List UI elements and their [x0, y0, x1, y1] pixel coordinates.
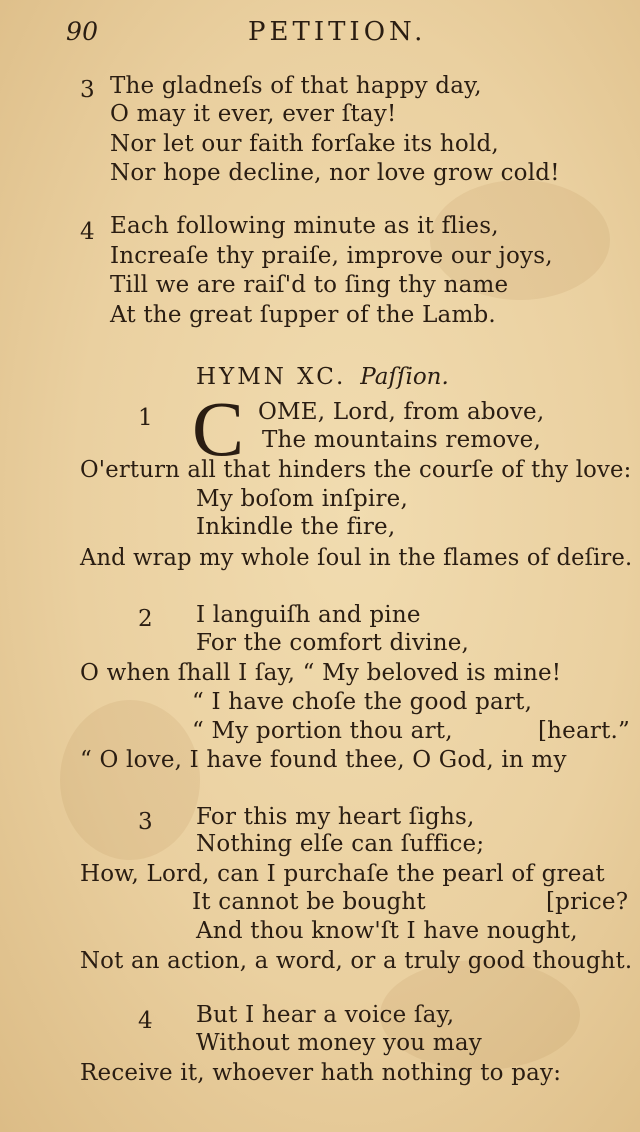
turnover-word: [price?	[546, 889, 629, 915]
verse-line: Inkindle the fire,	[196, 514, 396, 540]
turnover-word: [heart.”	[538, 718, 631, 744]
verse-number: 3	[138, 809, 153, 835]
verse-line: My boſom inſpire,	[196, 486, 408, 512]
verse-line: Nor let our faith forſake its hold,	[110, 131, 499, 157]
verse-line: And thou know'ſt I have nought,	[196, 918, 578, 944]
verse-line: How, Lord, can I purchaſe the pearl of great	[80, 861, 605, 887]
verse-line: Receive it, whoever hath nothing to pay:	[80, 1060, 562, 1086]
verse-line: Nothing elſe can ſuffice;	[196, 831, 485, 857]
verse-line: Till we are raiſ'd to ſing thy name	[110, 272, 509, 298]
verse-line: But I hear a voice ſay,	[196, 1002, 455, 1028]
hymn-title-text: HYMN XC.	[196, 364, 347, 390]
verse-line: “ O love, I have found thee, O God, in my	[80, 747, 567, 773]
verse-line: “ I have choſe the good part,	[192, 689, 533, 715]
hymn-subtitle: Paſſion.	[360, 364, 449, 390]
verse-line: Without money you may	[196, 1030, 482, 1056]
verse-line: I languiſh and pine	[196, 602, 421, 628]
drop-cap: C	[192, 385, 245, 472]
verse-number: 1	[138, 405, 153, 431]
verse-line: Not an action, a word, or a truly good thought.	[80, 948, 633, 974]
stanza-number: 3	[80, 77, 95, 103]
verse-line: And wrap my whole ſoul in the flames of deſire.	[80, 545, 633, 571]
verse-line: The gladneſs of that happy day,	[110, 73, 482, 99]
verse-line: Nor hope decline, nor love grow cold!	[110, 160, 560, 186]
verse-line: O when ſhall I ſay, “ My beloved is mine!	[80, 660, 562, 686]
running-head: PETITION.	[248, 17, 427, 47]
verse-number: 2	[138, 606, 153, 632]
paper-stain	[60, 700, 200, 860]
verse-number: 4	[138, 1008, 153, 1034]
verse-line: The mountains remove,	[262, 427, 541, 453]
verse-line: O'erturn all that hinders the courſe of thy love:	[80, 457, 632, 483]
verse-line: Increaſe thy praiſe, improve our joys,	[110, 243, 553, 269]
verse-line: O may it ever, ever ſtay!	[110, 101, 397, 127]
verse-line: Each following minute as it flies,	[110, 213, 499, 239]
verse-line: OME, Lord, from above,	[258, 399, 545, 425]
verse-line: For this my heart ſighs,	[196, 804, 475, 830]
verse-line: For the comfort divine,	[196, 630, 470, 656]
verse-line: At the great ſupper of the Lamb.	[110, 302, 496, 328]
verse-line: “ My portion thou art,	[192, 718, 453, 744]
verse-line: It cannot be bought	[192, 889, 426, 915]
page-number: 90	[66, 17, 99, 46]
stanza-number: 4	[80, 219, 95, 245]
